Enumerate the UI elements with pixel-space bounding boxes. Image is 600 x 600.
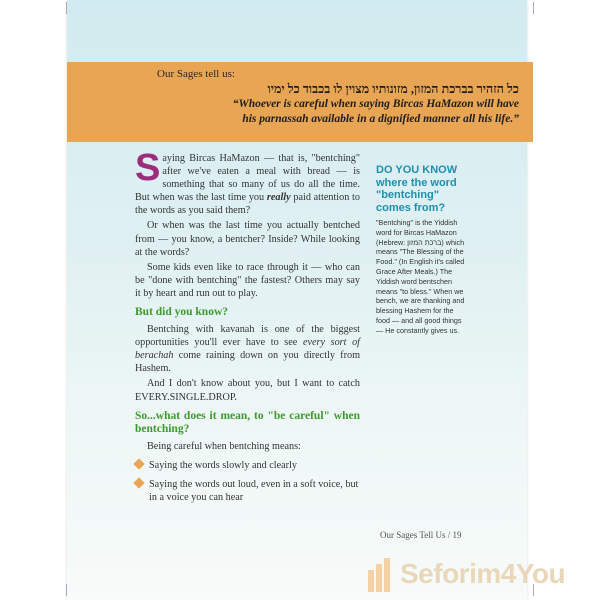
quote-english-line-1: “Whoever is careful when saying Bircas HaMazon will have [232,98,519,110]
paragraph-intro [135,147,360,217]
bullet-text: Saying the words slowly and clearly [149,459,297,471]
page-footer: Our Sages Tell Us / 19 [380,530,462,540]
sidebar-title: DO YOU KNOW where the word "bentching" comes from? [376,164,458,214]
emphasis-text: every sort of berachah [135,337,360,362]
sidebar-body: "Bentching" is the Yiddish word for Bircas HaMazon (Hebrew: ברכת המזון) which means "The Blessing of the Food." (In English it's called Grace After Meals.) The Yiddish word bentschen means "to bless." When we bench, we are thanking and blessing Hashem for the food — and all good things — He constantly gives us. [376,218,465,335]
section-heading: But did you know? [135,306,228,319]
quote-hebrew: כל הזהיר בברכת המזון, מזונותיו מצוין לו בכבוד כל ימיו [267,82,519,96]
watermark-text: Seforim4You [400,558,566,589]
paragraph: And I don't know about you, but I want to catch EVERY.SINGLE.DROP. [135,378,360,403]
bullet-item [135,478,360,504]
diamond-bullet-icon [133,477,144,488]
crop-mark [66,584,80,596]
paragraph-text: aying Bircas HaMazon — that is, "bentching" after we've eaten a meal with bread — is something that so many of us do all the time. But when was the last time you [135,153,360,204]
crop-mark [66,2,80,14]
bullet-item [135,459,360,472]
paragraph [135,323,360,375]
sidebar [376,164,468,336]
section-heading: So...what does it mean, to "be careful" when bentching? [135,409,360,435]
paragraph: Or when was the last time you actually bentched from — you know, a bentcher? Inside? While looking at the words? [135,220,360,258]
drop-cap: S [135,147,161,189]
diamond-bullet-icon [133,458,144,469]
quote-english-line-2: his parnassah available in a dignified manner all his life.” [242,113,519,125]
crop-mark [520,2,534,14]
bullet-text: Saying the words out loud, even in a soft voice, but in a voice you can hear [149,478,359,503]
quote-box [67,62,533,142]
paragraph-text: come raining down on you directly from Hashem. [135,350,360,375]
paragraph-text: Bentching with kavanah is one of the biggest opportunities you'll ever have to see [135,324,360,349]
paragraph: Being careful when bentching means: [147,440,301,452]
quote-intro: Our Sages tell us: [157,68,235,80]
watermark [368,552,600,596]
emphasis-text: really [266,192,291,204]
books-logo-icon [368,556,396,592]
paragraph-text: paid attention to the words as you said them? [135,192,360,217]
paragraph: Some kids even like to race through it — who can be "done with bentching" the fastest? Others may say it by heart and run out to play. [135,261,360,299]
main-column [135,147,360,504]
